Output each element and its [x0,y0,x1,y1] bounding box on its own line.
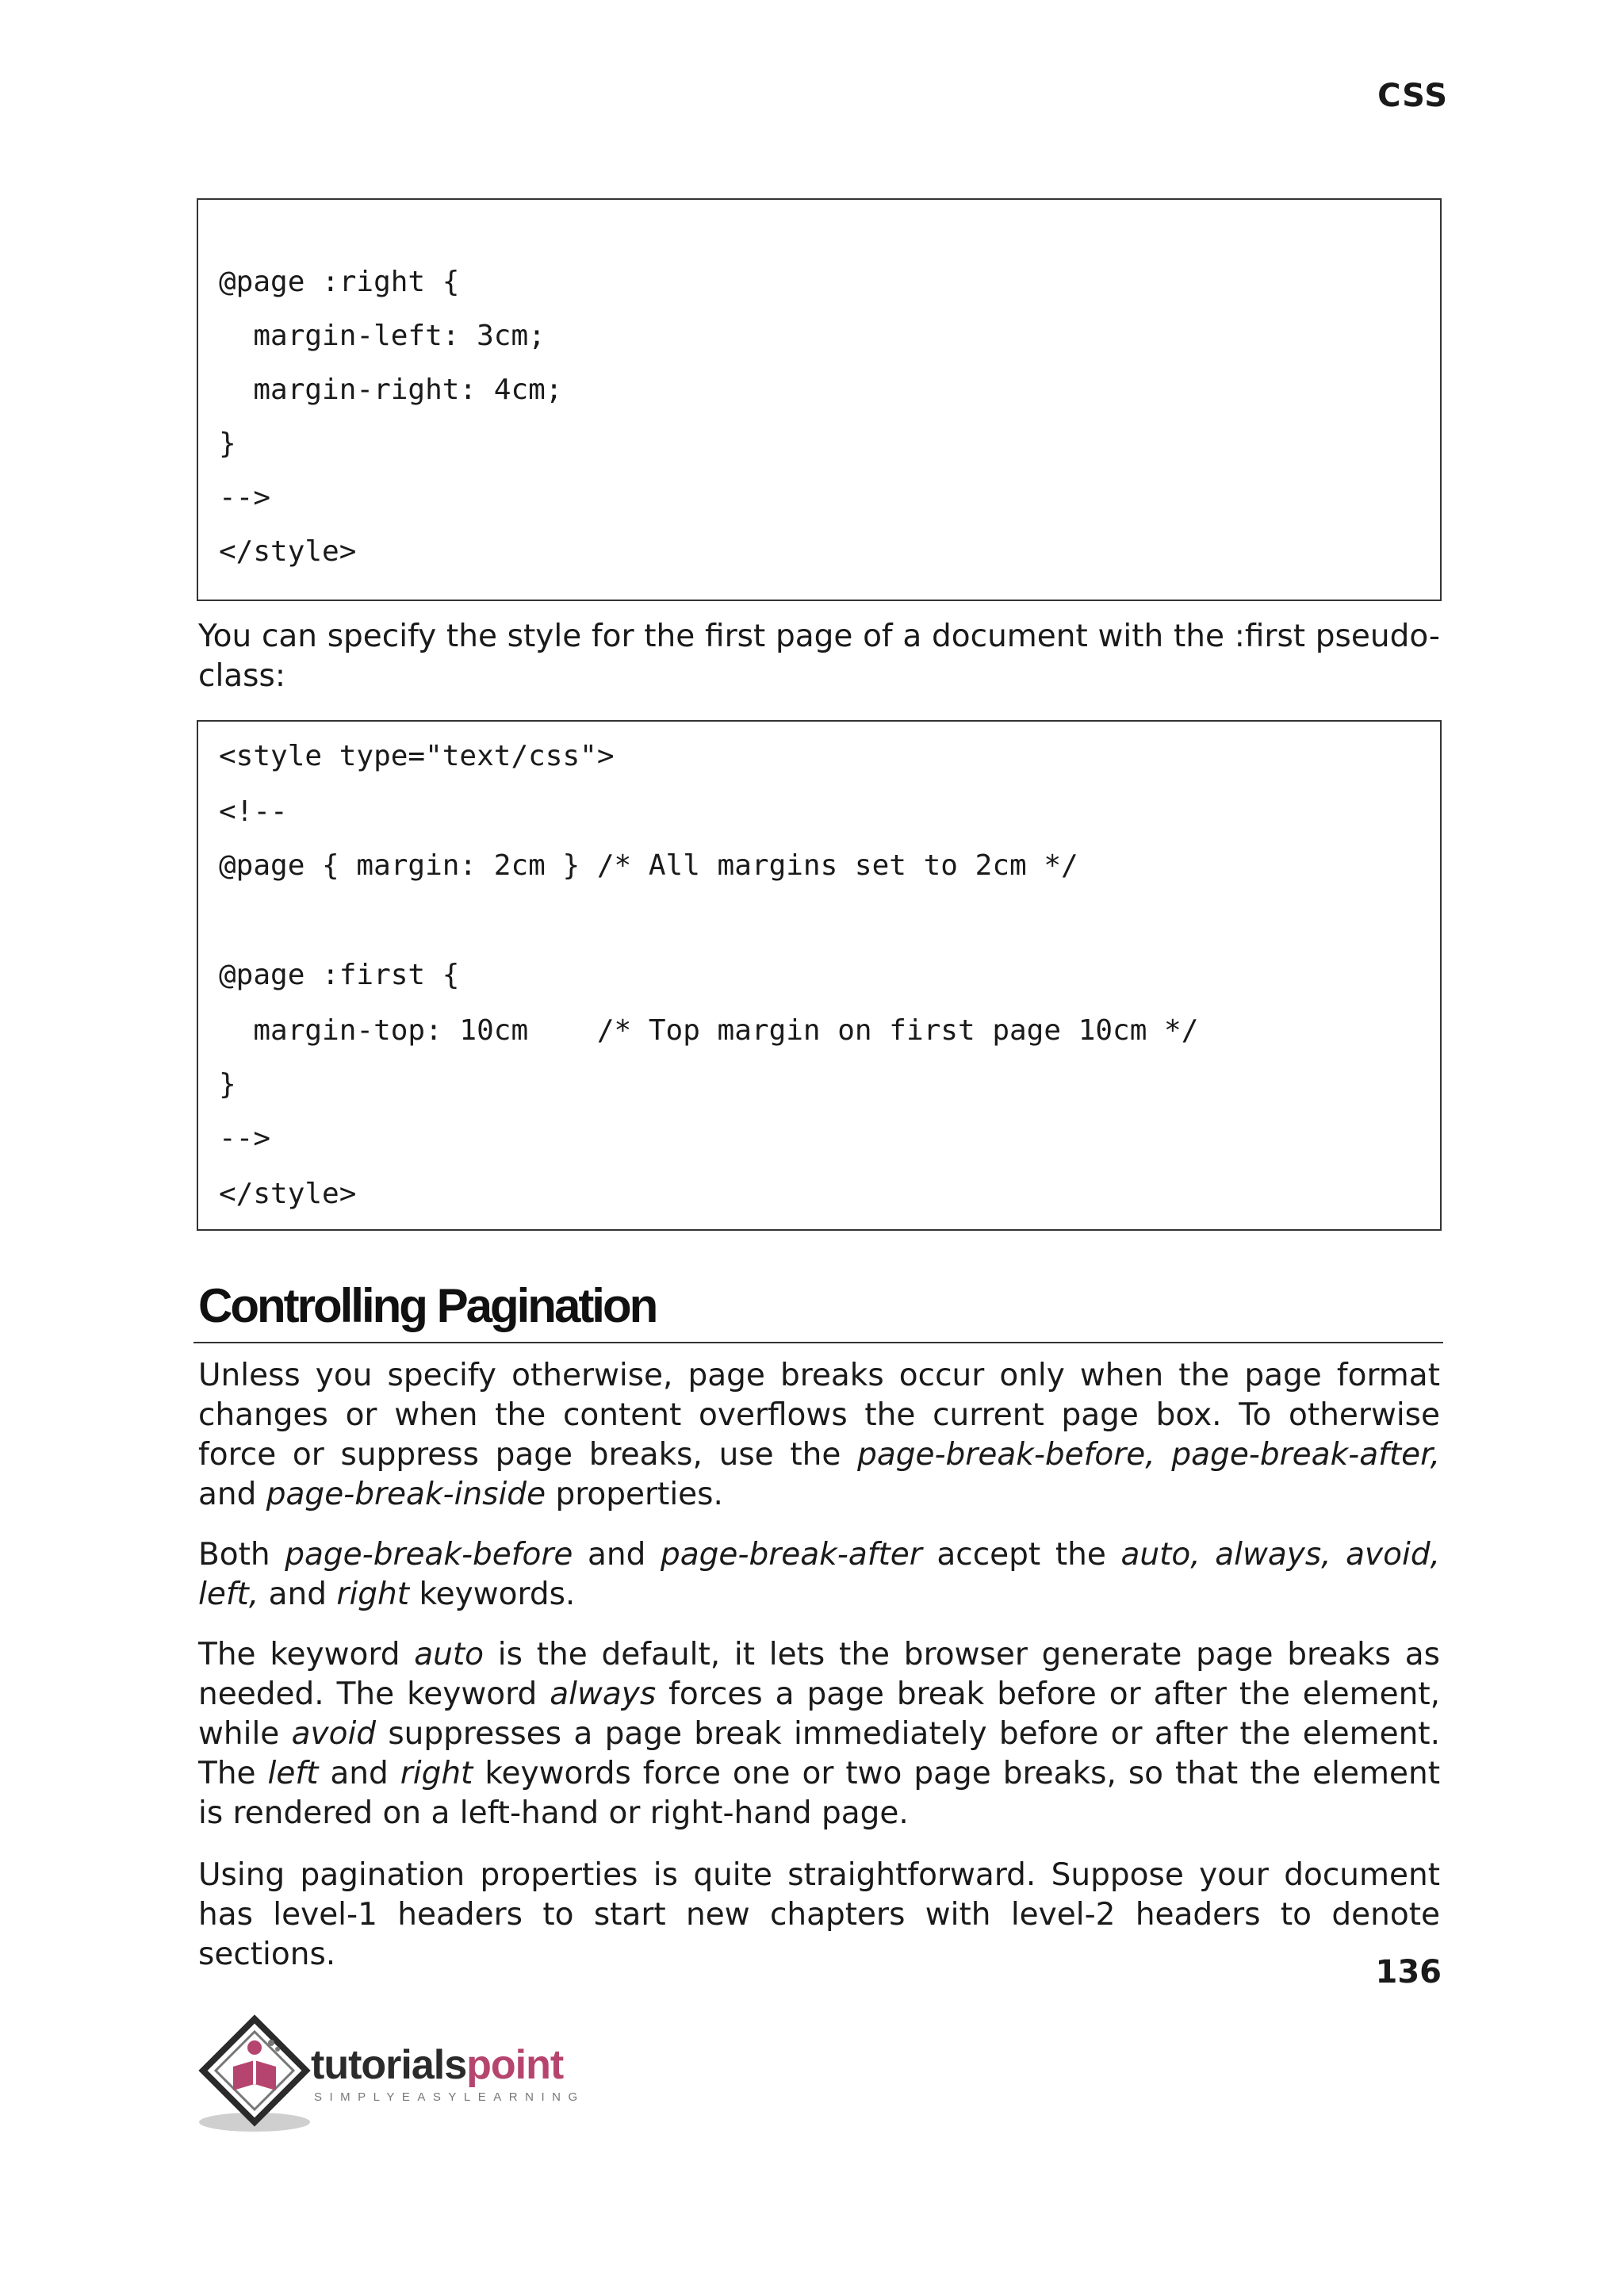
code-block-page-first [197,720,1442,1231]
section-heading: Controlling Pagination [198,1279,657,1332]
page-number: 136 [1375,1954,1442,1990]
code-line: @page { margin: 2cm } /* All margins set to 2cm */ [219,849,1078,882]
paragraph-keyword-meanings: The keyword auto is the default, it lets the browser generate page breaks as needed. The keyword always forces a page break before or after the element, while avoid suppresses a page break immediately before or after the element. The left and right keywords force one or two page breaks, so that the element is rendered on a left-hand or right-hand page. [198,1637,1441,1831]
paragraph-pagination-usage: Using pagination properties is quite straightforward. Suppose your document has level-1 headers to start new chapters with level-2 headers to denote sections. [198,1857,1440,1972]
code-line: <style type="text/css"> [219,740,615,772]
code-line: } [219,1068,236,1101]
code-line: } [219,427,236,460]
paragraph-keywords: Both page-break-before and page-break-after accept the auto, always, avoid, left, and right keywords. [198,1537,1440,1612]
logo-diamond-icon [195,2011,314,2138]
page-header-title: CSS [1377,78,1448,114]
code-line: --> [219,481,271,514]
code-block-page-right [197,198,1442,601]
code-line: </style> [219,1178,357,1210]
heading-divider [193,1342,1443,1343]
code-line: margin-left: 3cm; [219,320,546,352]
code-line: margin-top: 10cm /* Top margin on first page 10cm */ [219,1014,1199,1047]
code-line: margin-right: 4cm; [219,374,563,406]
code-line: @page :right { [219,266,460,298]
paragraph-first-pseudo-class: You can specify the style for the first page of a document with the :first pseudo-class: [198,619,1440,694]
paragraph-pagination-intro: Unless you specify otherwise, page breaks occur only when the page format changes or when the content overflows the current page box. To otherwise force or suppress page breaks, use the page-break-before, page-break-after, and page-break-inside properties. [198,1358,1440,1512]
code-line: --> [219,1122,271,1155]
logo-wordmark: tutorialspoint [311,2042,564,2088]
code-line: @page :first { [219,959,460,991]
logo-tagline: SIMPLYEASYLEARNING [314,2090,585,2104]
tutorialspoint-logo [195,2011,607,2138]
code-line: </style> [219,535,357,568]
code-line: <!-- [219,795,288,828]
